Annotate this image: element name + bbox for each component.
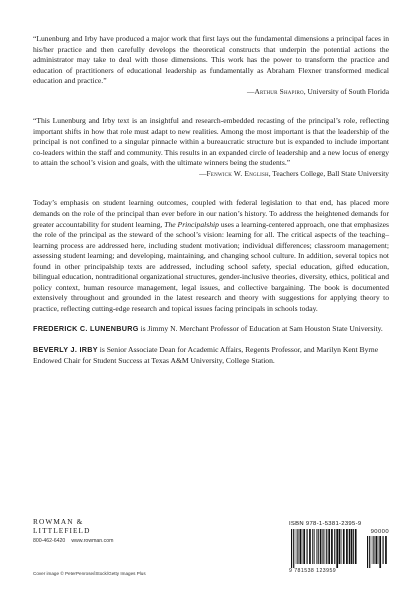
- barcode-bar: [302, 529, 303, 564]
- barcode-bar: [343, 529, 345, 564]
- cover-text: [33, 34, 389, 376]
- barcode-bar: [385, 536, 387, 564]
- barcode-bar: [331, 529, 333, 564]
- barcode-bar: [320, 529, 322, 564]
- publisher-phone: 800-462-6420: [33, 538, 66, 544]
- publisher-logo: [33, 518, 119, 544]
- barcode-bar: [346, 529, 348, 564]
- barcode-bar: [296, 529, 297, 564]
- book-description: [33, 198, 389, 314]
- barcode-bar: [353, 529, 354, 564]
- barcode-bar: [328, 529, 330, 564]
- barcode-bar: [291, 529, 292, 568]
- barcode-bar: [372, 536, 373, 564]
- barcode-bar: [318, 529, 319, 564]
- book-title: The Principalship: [164, 219, 219, 229]
- barcode-bar: [300, 529, 302, 564]
- barcode-bar: [326, 529, 327, 564]
- endorser-name: Arthur Shapiro: [254, 86, 304, 96]
- description-body: uses a learning-centered approach, one that emphasizes the role of the principal as the steward of the school’s vision: learning for all. The critical aspects of the teaching–learning process are addressed here, including student motivation; individual differences; classroom management; assessing student learning; and developing, maintaining, and changing school culture. In addition, several topics not found in other principalship texts are addressed, including school safety, special education, gifted education, bilingual education, nontraditional organizational structures, gender-inclusive theories, diversity, ethics, political and policy context, human resource management, legal issues, and collective bargaining. The book is documented extensively throughout and grounded in the latest research and theory with suggestions for applying theory to practice, reflecting cutting-edge research and topical issues facing principals in schools today.: [33, 219, 389, 313]
- barcode-bar: [314, 529, 315, 564]
- barcode-bar: [373, 536, 374, 564]
- barcode-bar: [303, 529, 305, 564]
- barcode-bar: [378, 536, 379, 564]
- barcode-bar: [312, 529, 313, 564]
- endorsement-attribution-2: —Fenwick W. English, Teachers College, Ball State University: [199, 168, 389, 178]
- barcode-bar: [376, 536, 378, 564]
- barcode-bar: [383, 536, 384, 564]
- barcode-bar: [307, 529, 308, 564]
- barcode-bar: [369, 536, 370, 568]
- publisher-name-line2: LITTLEFIELD: [33, 525, 91, 535]
- barcode-bar: [316, 529, 317, 564]
- barcode-bar: [334, 529, 335, 564]
- price-barcode: [365, 536, 389, 568]
- barcode-bar: [322, 529, 323, 564]
- barcode-bar: [379, 536, 381, 568]
- barcode-bar: [355, 529, 357, 564]
- author-name: FREDERICK C. LUNENBURG: [33, 324, 139, 334]
- barcode-bar: [309, 529, 311, 564]
- author-bio-text: is Jimmy N. Merchant Professor of Education at Sam Houston State University.: [138, 324, 383, 334]
- isbn-barcode: [289, 529, 359, 568]
- endorser-affiliation: , Teachers College, Ball State University: [268, 168, 389, 178]
- author-bio-text: is Senior Associate Dean for Academic Affairs, Regents Professor, and Marilyn Kent Byrne Endowed Chair for Student Success at Texas A&M University, College Station.: [33, 345, 379, 365]
- cover-image-credit: Cover image © PeterPenrose/iStock/Getty Images Plus: [33, 571, 146, 576]
- barcode-bar: [336, 529, 338, 568]
- publisher-website: www.rowman.com: [71, 538, 114, 544]
- endorser-affiliation: , University of South Florida: [303, 86, 389, 96]
- isbn-text: ISBN 978-1-5381-2395-9: [289, 521, 362, 527]
- author-bio-2: [33, 345, 389, 366]
- endorsement-quote-2: “This Lunenburg and Irby text is an insightful and research-embedded recasting of the principal’s role, reflecting important shifts in how that role must adapt to new realities. Among the most important is that the leadership of the principal is not confined to a singular pinnacle within a bureaucratic structure but is expanded to include important co-leaders within the staff and community. This results in an expanded circle of leadership and a new locus of energy to attain the school’s vision and goals, with the ultimate winners being the students.”: [33, 116, 389, 168]
- author-bio-1: [33, 324, 389, 335]
- cover-footer: [33, 518, 389, 578]
- description-intro: Today’s emphasis on student learning outcomes, coupled with federal legislation to that end, has placed more demands on the role of the principal than ever before in our nation’s history. To address the heightened demands for greater accountability for student learning,: [33, 198, 389, 229]
- barcode-bar: [339, 529, 341, 564]
- barcode-bar: [367, 536, 368, 568]
- endorser-name: Fenwick W. English: [206, 168, 269, 178]
- endorsement-quote-1: “Lunenburg and Irby have produced a major work that first lays out the fundamental dimensions a principal faces in his/her practice and then carefully develops the theoretical constructs that underpin the potential actions the administrator may take to deal with those dimensions. This work has the power to transform the practice and education of practitioners of educational leadership as fundamentally as Abraham Flexner transformed medical education and practice.”: [33, 34, 389, 86]
- publisher-name-line1: ROWMAN &: [33, 517, 84, 526]
- barcode-bar: [349, 529, 351, 564]
- endorsement-attribution-1: —Arthur Shapiro, University of South Florida: [247, 86, 389, 96]
- author-name: BEVERLY J. IRBY: [33, 345, 98, 355]
- barcode-digits: 9 781538 123959: [289, 568, 337, 574]
- barcode-bar: [325, 529, 326, 564]
- barcode-bar: [351, 529, 352, 564]
- barcode-bar: [293, 529, 294, 568]
- barcode-bar: [297, 529, 298, 564]
- publisher-contact: [33, 538, 119, 544]
- barcode-bar: [341, 529, 342, 564]
- price-code: 90000: [370, 529, 389, 535]
